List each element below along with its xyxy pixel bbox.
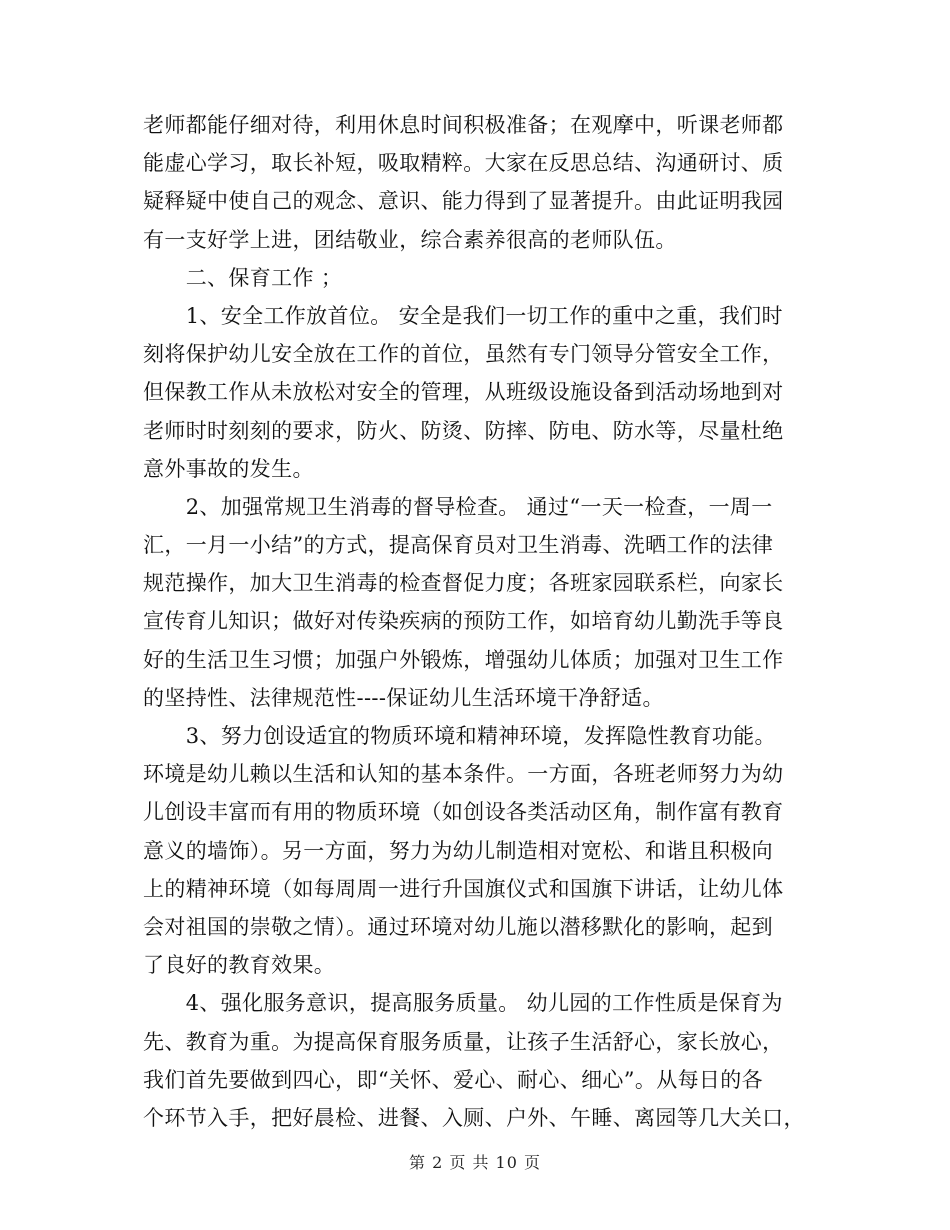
text-line: 儿创设丰富而有用的物质环境（如创设各类活动区角，制作富有教育: [143, 800, 784, 825]
text-line: 意外事故的发生。: [143, 456, 314, 481]
text-line: 先、教育为重。为提高保育服务质量，让孩子生活舒心，家长放心，: [143, 1029, 784, 1054]
text-line: 疑释疑中使自己的观念、意识、能力得到了显著提升。由此证明我园: [143, 189, 784, 214]
text-line: 意义的墙饰）。另一方面，努力为幼儿制造相对宽松、和谐且积极向: [143, 838, 773, 863]
text-line: 个环节入手，把好晨检、进餐、入厕、户外、午睡、离园等几大关口，: [143, 1105, 805, 1130]
text-line: 我们首先要做到四心，即“关怀、爱心、耐心、细心”。从每日的各: [143, 1067, 763, 1092]
text-line: 了良好的教育效果。: [143, 953, 336, 978]
text-line: 宣传育儿知识；做好对传染疾病的预防工作，如培育幼儿勤洗手等良: [143, 609, 784, 634]
page-footer: 第 2 页 共 10 页: [409, 1153, 541, 1172]
text-line: 能虚心学习，取长补短，吸取精粹。大家在反思总结、沟通研讨、质: [143, 151, 784, 176]
text-line: 的坚持性、法律规范性----保证幼儿生活环境干净舒适。: [143, 685, 664, 710]
text-line: 上的精神环境（如每周周一进行升国旗仪式和国旗下讲话，让幼儿体: [143, 876, 784, 901]
text-line: 有一支好学上进，团结敬业，综合素养很高的老师队伍。: [143, 227, 677, 252]
text-line: 会对祖国的崇敬之情）。通过环境对幼儿施以潜移默化的影响，起到: [143, 914, 773, 939]
text-line: 老师都能仔细对待，利用休息时间积极准备；在观摩中，听课老师都: [143, 113, 784, 137]
text-line: 刻将保护幼儿安全放在工作的首位，虽然有专门领导分管安全工作，: [143, 342, 784, 367]
text-line: 2、加强常规卫生消毒的督导检查。 通过“一天一检查，一周一: [143, 494, 773, 519]
text-line: 规范操作，加大卫生消毒的检查督促力度；各班家园联系栏，向家长: [143, 571, 784, 596]
document-body: [143, 106, 803, 1137]
text-line: 二、保育工作 ；: [143, 265, 343, 290]
text-line: 4、强化服务意识，提高服务质量。 幼儿园的工作性质是保育为: [143, 991, 783, 1016]
text-line: 环境是幼儿赖以生活和认知的基本条件。一方面，各班老师努力为幼: [143, 762, 784, 787]
text-line: 3、努力创设适宜的物质环境和精神环境，发挥隐性教育功能。: [143, 724, 776, 748]
text-line: 老师时时刻刻的要求，防火、防烫、防摔、防电、防水等，尽量杜绝: [143, 418, 784, 443]
text-line: 但保教工作从未放松对安全的管理，从班级设施设备到活动场地到对: [143, 380, 784, 405]
text-line: 好的生活卫生习惯；加强户外锻炼，增强幼儿体质；加强对卫生工作: [143, 647, 784, 672]
text-line: 1、安全工作放首位。 安全是我们一切工作的重中之重，我们时: [143, 303, 783, 328]
text-line: 汇，一月一小结”的方式，提高保育员对卫生消毒、洗晒工作的法律: [143, 533, 774, 558]
